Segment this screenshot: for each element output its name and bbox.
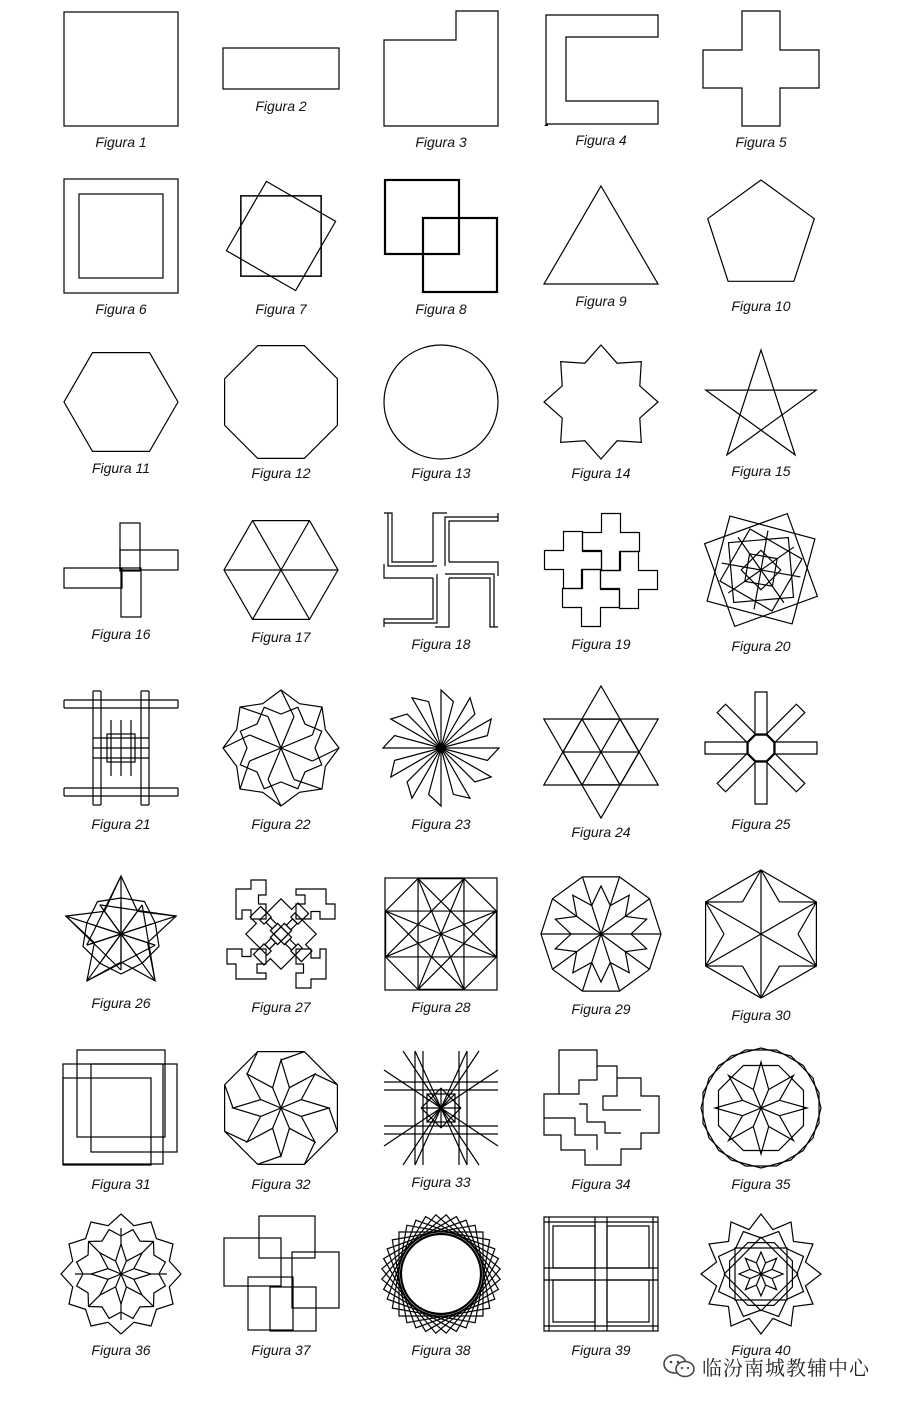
figure-34-shape	[544, 1050, 659, 1165]
figure-7-shape	[226, 181, 335, 290]
figure-3-caption: Figura 3	[415, 134, 467, 150]
figure-20-caption: Figura 20	[731, 638, 791, 654]
watermark-text: 临汾南城教辅中心	[702, 1355, 870, 1380]
figure-36-caption: Figura 36	[91, 1342, 151, 1358]
figure-13-shape	[384, 345, 498, 459]
figure-10-caption: Figura 10	[731, 298, 791, 314]
figure-6-caption: Figura 6	[95, 301, 147, 317]
figure-15-shape	[706, 350, 816, 455]
figure-14-shape	[544, 345, 658, 459]
figure-39-caption: Figura 39	[571, 1342, 631, 1358]
figure-14-caption: Figura 14	[571, 465, 631, 481]
figure-9-caption: Figura 9	[575, 293, 627, 309]
figure-7-caption: Figura 7	[255, 301, 307, 317]
figure-3-shape	[384, 11, 498, 126]
figure-25-shape	[705, 692, 817, 804]
figure-38-shape	[382, 1215, 500, 1333]
figure-5-shape	[703, 11, 819, 126]
figure-19-shape	[545, 514, 658, 627]
figure-32-shape	[225, 1052, 338, 1165]
figure-24-shape	[544, 686, 658, 818]
figure-16-caption: Figura 16	[91, 626, 151, 642]
figure-19-caption: Figura 19	[571, 636, 631, 652]
figure-29-caption: Figura 29	[571, 1001, 631, 1017]
figure-31-shape	[63, 1050, 177, 1165]
figure-23-caption: Figura 23	[411, 816, 471, 832]
figure-22-caption: Figura 22	[251, 816, 311, 832]
figure-30-caption: Figura 30	[731, 1007, 791, 1023]
figure-21-shape	[64, 691, 178, 805]
wechat-icon	[662, 1352, 696, 1380]
figure-35-caption: Figura 35	[731, 1176, 791, 1192]
figure-33-shape	[384, 1051, 498, 1165]
figure-26-shape	[66, 876, 176, 981]
figure-2-shape	[223, 48, 339, 89]
figure-24-caption: Figura 24	[571, 824, 631, 840]
figure-28-shape	[385, 878, 497, 990]
figure-11-shape	[64, 353, 178, 452]
figure-30-shape	[706, 870, 817, 998]
figure-31-caption: Figura 31	[91, 1176, 151, 1192]
figure-9-shape	[544, 186, 658, 284]
figure-8-caption: Figura 8	[415, 301, 467, 317]
figure-20-shape	[705, 514, 818, 627]
figure-1-caption: Figura 1	[95, 134, 147, 150]
figure-28-caption: Figura 28	[411, 999, 471, 1015]
figure-12-caption: Figura 12	[251, 465, 311, 481]
figure-13-caption: Figura 13	[411, 465, 471, 481]
figure-18-shape	[384, 513, 498, 627]
figure-8-shape	[385, 180, 497, 292]
figure-25-caption: Figura 25	[731, 816, 791, 832]
figure-37-caption: Figura 37	[251, 1342, 311, 1358]
figure-35-shape	[701, 1048, 821, 1168]
figure-38-caption: Figura 38	[411, 1342, 471, 1358]
figure-4-caption: Figura 4	[575, 132, 627, 148]
figure-26-caption: Figura 26	[91, 995, 151, 1011]
figure-16-shape	[64, 523, 178, 617]
figure-15-caption: Figura 15	[731, 463, 791, 479]
figure-17-caption: Figura 17	[251, 629, 311, 645]
figure-40-caption: Figura 40	[731, 1342, 791, 1358]
figure-27-shape	[227, 880, 335, 988]
figure-21-caption: Figura 21	[91, 816, 151, 832]
figure-32-caption: Figura 32	[251, 1176, 311, 1192]
figure-17-shape	[224, 521, 338, 620]
figure-2-caption: Figura 2	[255, 98, 307, 114]
figure-4-shape	[544, 15, 658, 126]
figure-22-shape	[223, 690, 339, 806]
figure-5-caption: Figura 5	[735, 134, 787, 150]
figure-36-shape	[61, 1214, 181, 1334]
figure-11-caption: Figura 11	[91, 460, 151, 476]
figure-12-shape	[225, 346, 338, 459]
figure-40-shape	[701, 1214, 821, 1334]
figure-37-shape	[224, 1216, 339, 1331]
figure-23-shape	[383, 690, 499, 806]
figure-18-caption: Figura 18	[411, 636, 471, 652]
figure-39-shape	[544, 1217, 658, 1331]
figure-6-shape	[64, 179, 178, 293]
figure-34-caption: Figura 34	[571, 1176, 631, 1192]
figure-29-shape	[541, 877, 661, 991]
figure-33-caption: Figura 33	[411, 1174, 471, 1190]
figure-27-caption: Figura 27	[251, 999, 311, 1015]
figure-1-shape	[64, 12, 178, 126]
figure-10-shape	[708, 180, 815, 281]
watermark	[662, 1346, 902, 1386]
